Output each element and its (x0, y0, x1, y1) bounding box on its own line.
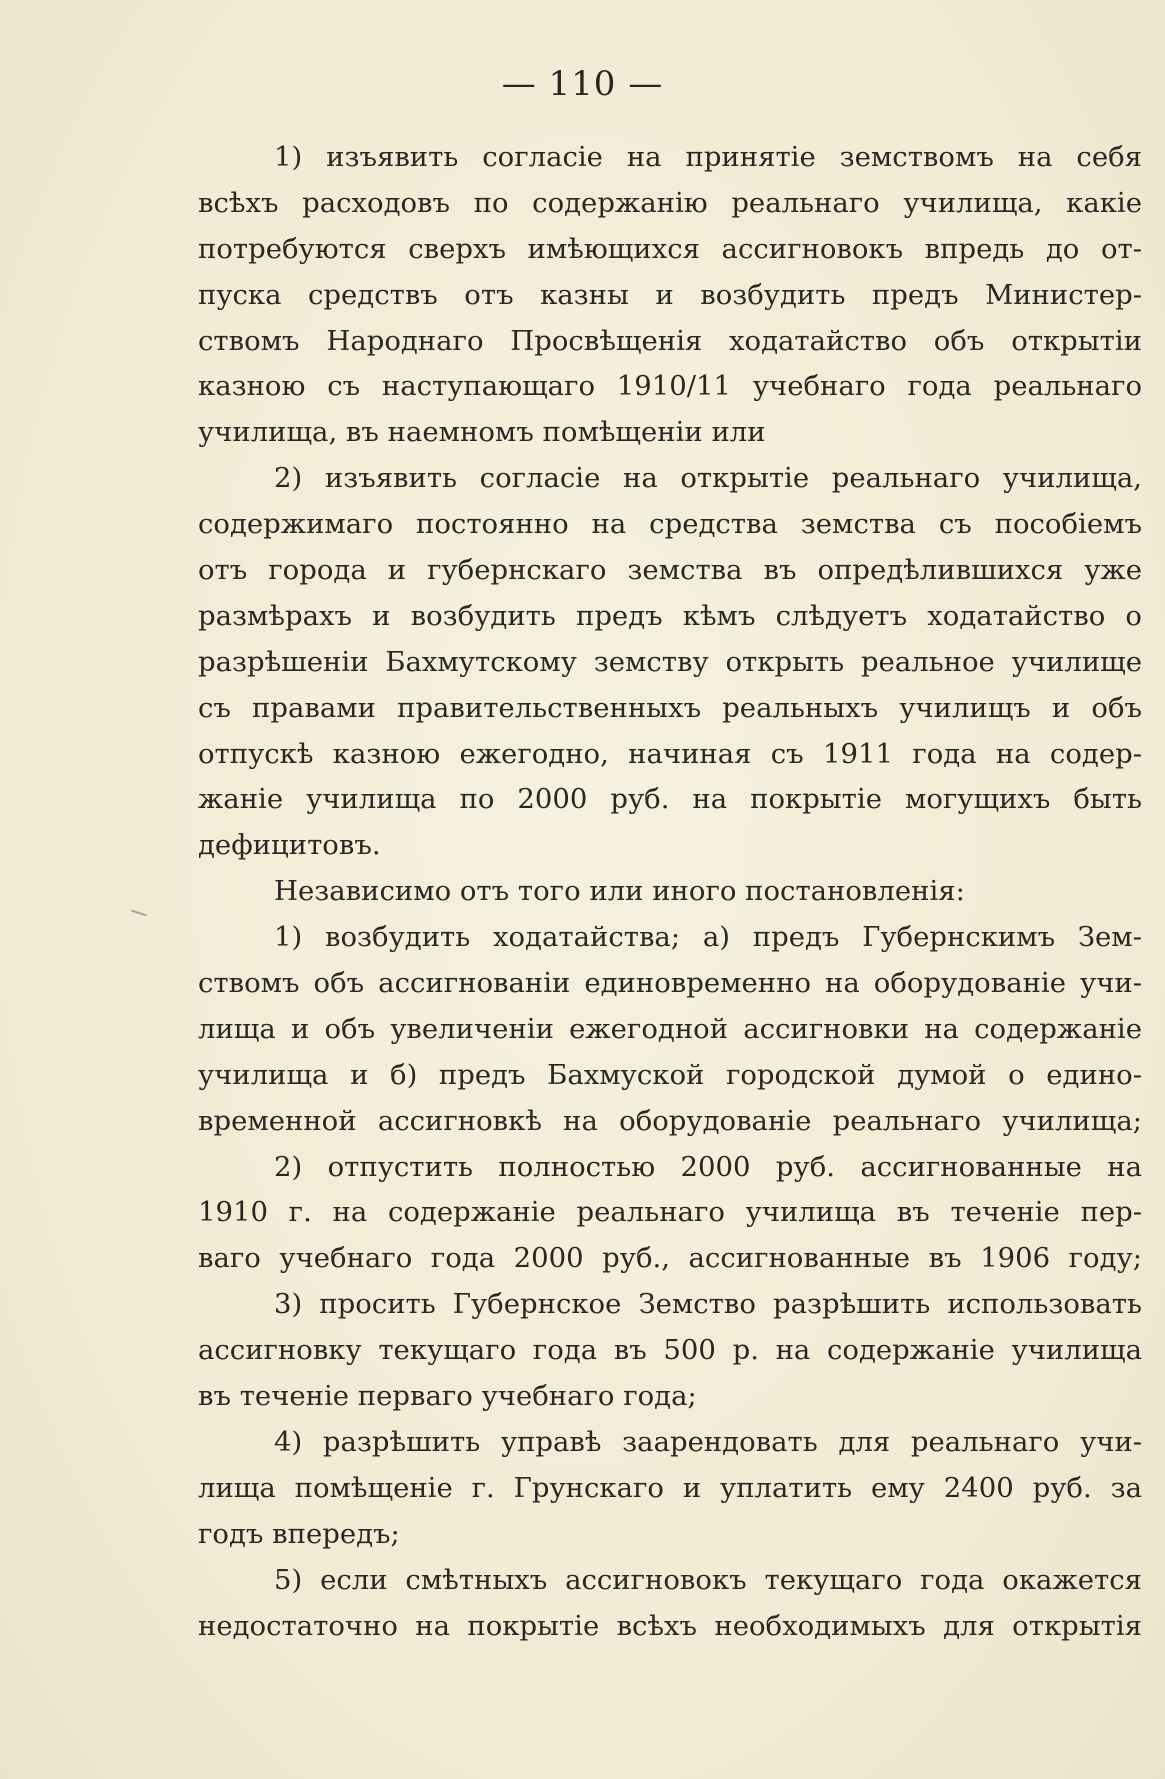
text-line: недостаточно на покрытіе всѣхъ необходимыхъ для открытія (198, 1609, 1142, 1642)
text-line: въ теченіе перваго учебнаго года; (198, 1380, 697, 1413)
body-text (198, 135, 1142, 1649)
text-line: годъ впередъ; (198, 1517, 400, 1550)
text-line: съ правами правительственныхъ реальныхъ училищъ и объ (198, 691, 1142, 724)
text-line: временной ассигновкѣ на оборудованіе реальнаго училища; (198, 1104, 1142, 1137)
text-line: лища помѣщеніе г. Грунскаго и уплатить ему 2400 руб. за (198, 1471, 1142, 1504)
text-line: потребуются сверхъ имѣющихся ассигновокъ впредь до от- (198, 232, 1142, 265)
text-line: 1) возбудить ходатайства; а) предъ Губернскимъ Зем- (274, 921, 1142, 954)
text-line: размѣрахъ и возбудить предъ кѣмъ слѣдуетъ ходатайство о (198, 599, 1142, 632)
text-line: всѣхъ расходовъ по содержанію реальнаго училища, какіе (198, 186, 1142, 219)
text-line: ствомъ объ ассигнованіи единовременно на оборудованіе учи- (198, 967, 1142, 1000)
text-line: содержимаго постоянно на средства земства съ пособіемъ (198, 508, 1142, 541)
text-line: 1) изъявить согласіе на принятіе земствомъ на себя (274, 141, 1142, 173)
text-line: отъ города и губернскаго земства въ опредѣлившихся уже (198, 554, 1142, 587)
text-line: лища и объ увеличеніи ежегодной ассигновки на содержаніе (198, 1012, 1142, 1045)
text-line: 2) изъявить согласіе на открытіе реальнаго училища, (274, 462, 1142, 495)
text-line: отпускѣ казною ежегодно, начиная съ 1911 года на содер- (198, 737, 1142, 770)
text-line: 3) просить Губернское Земство разрѣшить использовать (274, 1288, 1142, 1321)
text-line: ваго учебнаго года 2000 руб., ассигнованные въ 1906 году; (198, 1242, 1142, 1275)
text-line: училища и б) предъ Бахмуской городской думой о едино- (198, 1058, 1142, 1091)
margin-mark (131, 910, 147, 917)
text-line: училища, въ наемномъ помѣщеніи или (198, 416, 766, 449)
text-line: Независимо отъ того или иного постановленія: (274, 875, 965, 908)
text-line: ассигновку текущаго года въ 500 р. на содержаніе училища (198, 1334, 1142, 1367)
text-line: казною съ наступающаго 1910/11 учебнаго года реальнаго (198, 370, 1142, 403)
text-line: разрѣшеніи Бахмутскому земству открыть реальное училище (198, 645, 1142, 678)
text-line: 2) отпустить полностью 2000 руб. ассигнованные на (274, 1150, 1142, 1183)
text-line: 4) разрѣшить управѣ заарендовать для реальнаго учи- (274, 1425, 1142, 1458)
text-line: пуска средствъ отъ казны и возбудить предъ Министер- (198, 278, 1142, 311)
text-line: 1910 г. на содержаніе реальнаго училища въ теченіе пер- (198, 1196, 1142, 1229)
text-line: ствомъ Народнаго Просвѣщенія ходатайство объ открытіи (198, 324, 1142, 357)
page-number: — 110 — (501, 64, 664, 104)
text-line: жаніе училища по 2000 руб. на покрытіе могущихъ быть (198, 783, 1142, 816)
text-line: 5) если смѣтныхъ ассигновокъ текущаго года окажется (274, 1563, 1142, 1596)
text-line: дефицитовъ. (198, 829, 381, 862)
